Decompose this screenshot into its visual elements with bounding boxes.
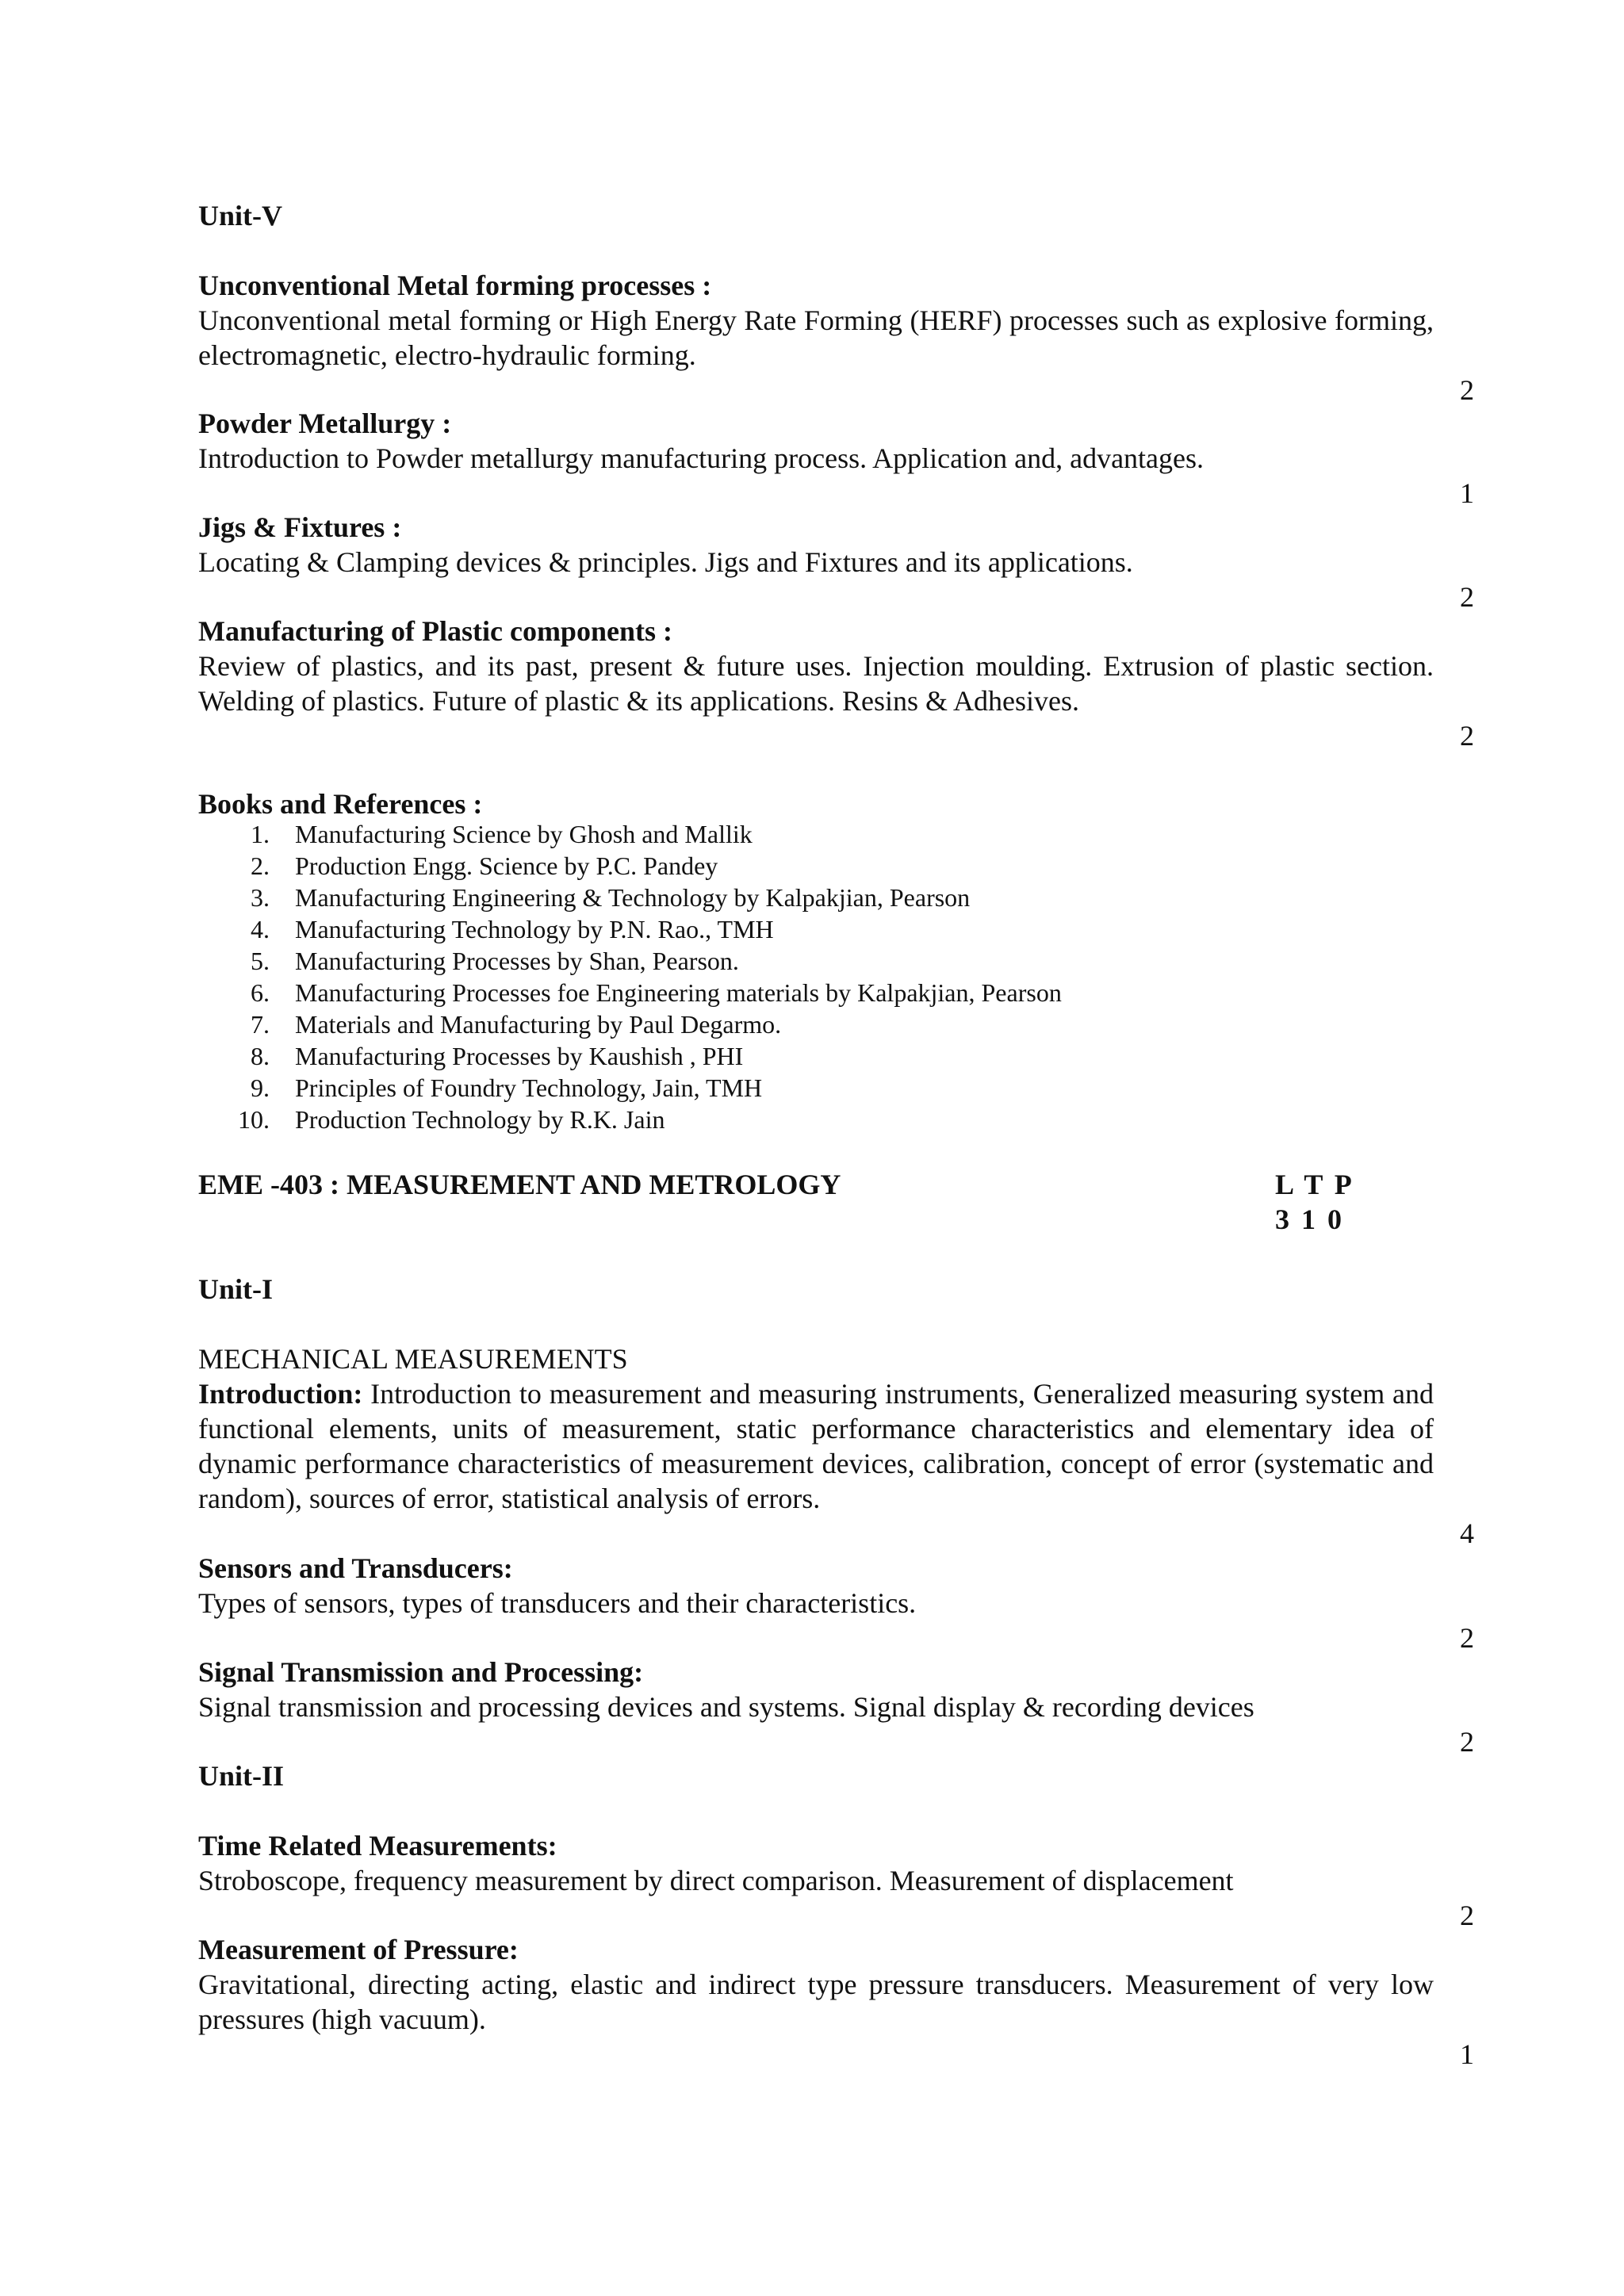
reference-item: 5. Manufacturing Processes by Shan, Pearson. — [251, 947, 739, 975]
introduction-body: Introduction to measurement and measuring instruments, Generalized measuring system and functional elements, units of measurement, static performance characteristics and elementary idea of dynamic performance characteristics of measurement devices, calibration, concept of error (systematic and random), sources of error, statistical analysis of errors. — [198, 1378, 1434, 1514]
unit-i-heading: Unit-I — [198, 1273, 274, 1305]
section-title-jigs-fixtures: Jigs & Fixtures : — [198, 511, 402, 543]
reference-item: 2. Production Engg. Science by P.C. Pandey — [251, 851, 718, 880]
unit-v-heading: Unit-V — [198, 200, 282, 232]
section-body-time-related: Stroboscope, frequency measurement by direct comparison. Measurement of displacement — [198, 1865, 1234, 1896]
reference-item: 9. Principles of Foundry Technology, Jain, TMH — [251, 1073, 763, 1102]
hours-introduction: 4 — [1460, 1517, 1474, 1549]
unit-ii-heading: Unit-II — [198, 1760, 285, 1792]
section-title-time-related: Time Related Measurements: — [198, 1830, 557, 1862]
section-title-signal: Signal Transmission and Processing: — [198, 1656, 644, 1688]
reference-item: 3. Manufacturing Engineering & Technology by Kalpakjian, Pearson — [251, 883, 971, 912]
hours-plastic-components: 2 — [1460, 720, 1474, 752]
section-body-plastic-components: Review of plastics, and its past, present & future uses. Injection moulding. Extrusion of plastic section. Welding of plastics. Future of plastic & its applications. Resins & Adhesives. — [198, 650, 1434, 717]
references-list — [230, 818, 1062, 1135]
hours-herf: 2 — [1460, 374, 1474, 406]
hours-sensors: 2 — [1460, 1622, 1474, 1654]
reference-item: 6. Manufacturing Processes foe Engineering materials by Kalpakjian, Pearson — [251, 978, 1062, 1007]
mechanical-measurements-heading: MECHANICAL MEASUREMENTS — [198, 1343, 628, 1375]
introduction-paragraph — [198, 1376, 1434, 1516]
section-title-plastic-components: Manufacturing of Plastic components : — [198, 615, 672, 647]
course-title: EME -403 : MEASUREMENT AND METROLOGY — [198, 1169, 841, 1200]
references-heading: Books and References : — [198, 788, 483, 820]
section-body-sensors: Types of sensors, types of transducers and their characteristics. — [198, 1587, 917, 1619]
section-title-pressure: Measurement of Pressure: — [198, 1934, 519, 1965]
hours-signal: 2 — [1460, 1726, 1474, 1758]
reference-item: 4. Manufacturing Technology by P.N. Rao., TMH — [251, 915, 774, 943]
reference-item: 1. Manufacturing Science by Ghosh and Mallik — [251, 820, 753, 848]
reference-item: 7. Materials and Manufacturing by Paul Degarmo. — [251, 1010, 782, 1039]
reference-item: 8. Manufacturing Processes by Kaushish , PHI — [251, 1042, 744, 1070]
hours-pressure: 1 — [1460, 2038, 1474, 2070]
section-title-powder-metallurgy: Powder Metallurgy : — [198, 408, 452, 439]
section-body-powder-metallurgy: Introduction to Powder metallurgy manufacturing process. Application and, advantages. — [198, 442, 1205, 474]
section-title-sensors: Sensors and Transducers: — [198, 1552, 513, 1584]
hours-jigs-fixtures: 2 — [1460, 581, 1474, 613]
ltp-header: L T P — [1275, 1169, 1352, 1200]
section-title-herf: Unconventional Metal forming processes : — [198, 270, 712, 301]
section-body-signal: Signal transmission and processing devices and systems. Signal display & recording devices — [198, 1691, 1254, 1723]
reference-item: 10. Production Technology by R.K. Jain — [238, 1105, 665, 1134]
section-body-pressure: Gravitational, directing acting, elastic and indirect type pressure transducers. Measurement of very low pressures (high vacuum). — [198, 1969, 1434, 2035]
section-body-herf: Unconventional metal forming or High Energy Rate Forming (HERF) processes such as explosive forming, electromagnetic, electro-hydraulic forming. — [198, 304, 1434, 371]
ltp-values: 3 1 0 — [1275, 1203, 1342, 1235]
hours-powder-metallurgy: 1 — [1460, 477, 1474, 509]
introduction-label: Introduction: — [198, 1378, 363, 1410]
section-body-jigs-fixtures: Locating & Clamping devices & principles. Jigs and Fixtures and its applications. — [198, 546, 1133, 578]
hours-time-related: 2 — [1460, 1900, 1474, 1931]
